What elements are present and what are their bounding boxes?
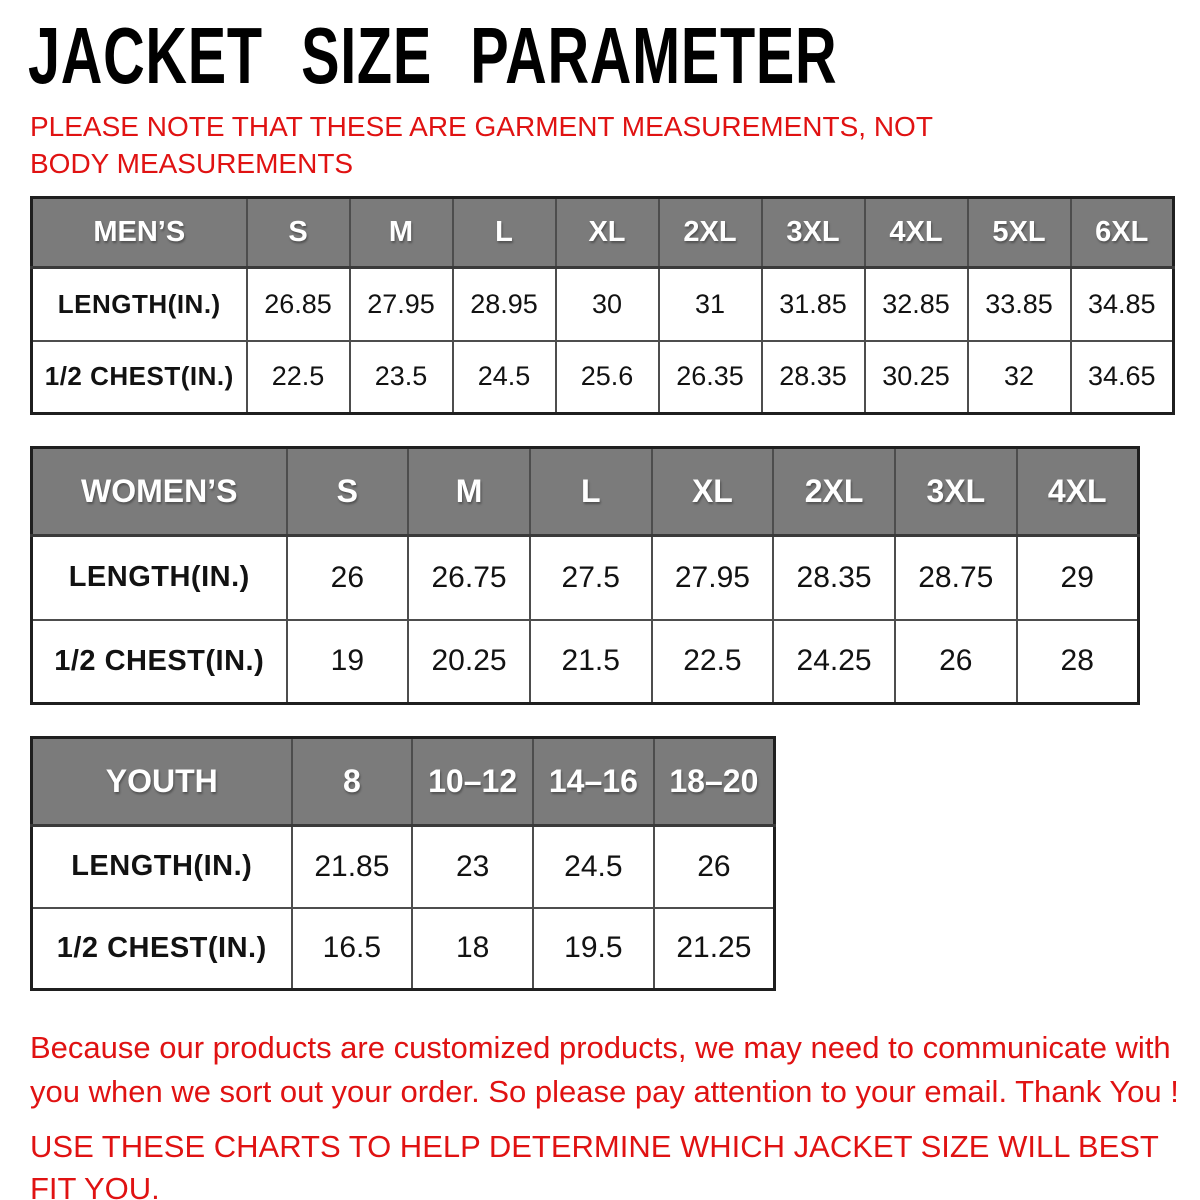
womens-data-cell: 28.35 (773, 536, 895, 620)
womens-data-cell: 26.75 (408, 536, 530, 620)
youth-measurement-row (32, 826, 775, 908)
womens-measurement-row (32, 536, 1139, 620)
youth-data-cell: 21.25 (654, 908, 775, 990)
mens-data-cell: 30 (556, 268, 659, 341)
mens-data-cell: 31 (659, 268, 762, 341)
womens-data-cell: 21.5 (530, 620, 652, 704)
womens-data-cell: 29 (1017, 536, 1139, 620)
mens-size-table (30, 196, 1175, 415)
mens-size-header: XL (556, 198, 659, 268)
youth-title-cell: YOUTH (32, 738, 292, 826)
youth-row-label: LENGTH(IN.) (32, 826, 292, 908)
mens-row-label: LENGTH(IN.) (32, 268, 247, 341)
youth-data-cell: 18 (412, 908, 533, 990)
mens-size-header: 4XL (865, 198, 968, 268)
womens-measurement-row (32, 620, 1139, 704)
mens-data-cell: 24.5 (453, 341, 556, 414)
mens-data-cell: 28.35 (762, 341, 865, 414)
youth-size-header: 18–20 (654, 738, 775, 826)
womens-data-cell: 20.25 (408, 620, 530, 704)
mens-data-cell: 32 (968, 341, 1071, 414)
womens-row-label: 1/2 CHEST(IN.) (32, 620, 287, 704)
mens-size-header: 6XL (1071, 198, 1174, 268)
youth-data-cell: 21.85 (292, 826, 413, 908)
mens-data-cell: 23.5 (350, 341, 453, 414)
mens-data-cell: 26.35 (659, 341, 762, 414)
womens-size-header: S (287, 448, 409, 536)
youth-data-cell: 23 (412, 826, 533, 908)
womens-size-header: 3XL (895, 448, 1017, 536)
youth-data-cell: 24.5 (533, 826, 654, 908)
mens-data-cell: 22.5 (247, 341, 350, 414)
womens-title-cell: WOMEN’S (32, 448, 287, 536)
womens-row-label: LENGTH(IN.) (32, 536, 287, 620)
mens-size-header: M (350, 198, 453, 268)
womens-data-cell: 28.75 (895, 536, 1017, 620)
customization-notice: Because our products are customized products, we may need to communicate with you when we sort out your order. So please pay attention to your email. Thank You ! (30, 1030, 1179, 1109)
womens-data-cell: 22.5 (652, 620, 774, 704)
youth-measurement-row (32, 908, 775, 990)
mens-size-header: 2XL (659, 198, 762, 268)
womens-size-header: 4XL (1017, 448, 1139, 536)
womens-size-header: M (408, 448, 530, 536)
mens-measurement-row (32, 268, 1174, 341)
womens-size-table (30, 446, 1140, 705)
garment-measurement-note: PLEASE NOTE THAT THESE ARE GARMENT MEASUREMENTS, NOT BODY MEASUREMENTS (30, 111, 933, 179)
womens-data-cell: 28 (1017, 620, 1139, 704)
youth-size-header: 10–12 (412, 738, 533, 826)
mens-row-label: 1/2 CHEST(IN.) (32, 341, 247, 414)
youth-data-cell: 19.5 (533, 908, 654, 990)
womens-data-cell: 19 (287, 620, 409, 704)
womens-header-row (32, 448, 1139, 536)
mens-data-cell: 30.25 (865, 341, 968, 414)
womens-data-cell: 26 (895, 620, 1017, 704)
youth-size-header: 14–16 (533, 738, 654, 826)
youth-size-header: 8 (292, 738, 413, 826)
youth-row-label: 1/2 CHEST(IN.) (32, 908, 292, 990)
womens-data-cell: 27.95 (652, 536, 774, 620)
womens-data-cell: 26 (287, 536, 409, 620)
youth-data-cell: 16.5 (292, 908, 413, 990)
mens-size-header: L (453, 198, 556, 268)
mens-title-cell: MEN’S (32, 198, 247, 268)
mens-data-cell: 27.95 (350, 268, 453, 341)
mens-data-cell: 34.85 (1071, 268, 1174, 341)
mens-size-header: 5XL (968, 198, 1071, 268)
mens-data-cell: 26.85 (247, 268, 350, 341)
mens-data-cell: 34.65 (1071, 341, 1174, 414)
mens-data-cell: 32.85 (865, 268, 968, 341)
mens-data-cell: 25.6 (556, 341, 659, 414)
womens-size-header: 2XL (773, 448, 895, 536)
mens-header-row (32, 198, 1174, 268)
womens-data-cell: 27.5 (530, 536, 652, 620)
youth-header-row (32, 738, 775, 826)
womens-data-cell: 24.25 (773, 620, 895, 704)
mens-data-cell: 31.85 (762, 268, 865, 341)
mens-size-header: S (247, 198, 350, 268)
mens-measurement-row (32, 341, 1174, 414)
page-title: JACKET SIZE PARAMETER (28, 11, 838, 100)
mens-size-header: 3XL (762, 198, 865, 268)
chart-usage-hint: USE THESE CHARTS TO HELP DETERMINE WHICH JACKET SIZE WILL BEST FIT YOU. (30, 1129, 1159, 1200)
womens-size-header: XL (652, 448, 774, 536)
mens-data-cell: 33.85 (968, 268, 1071, 341)
youth-size-table (30, 736, 776, 991)
youth-data-cell: 26 (654, 826, 775, 908)
mens-data-cell: 28.95 (453, 268, 556, 341)
womens-size-header: L (530, 448, 652, 536)
